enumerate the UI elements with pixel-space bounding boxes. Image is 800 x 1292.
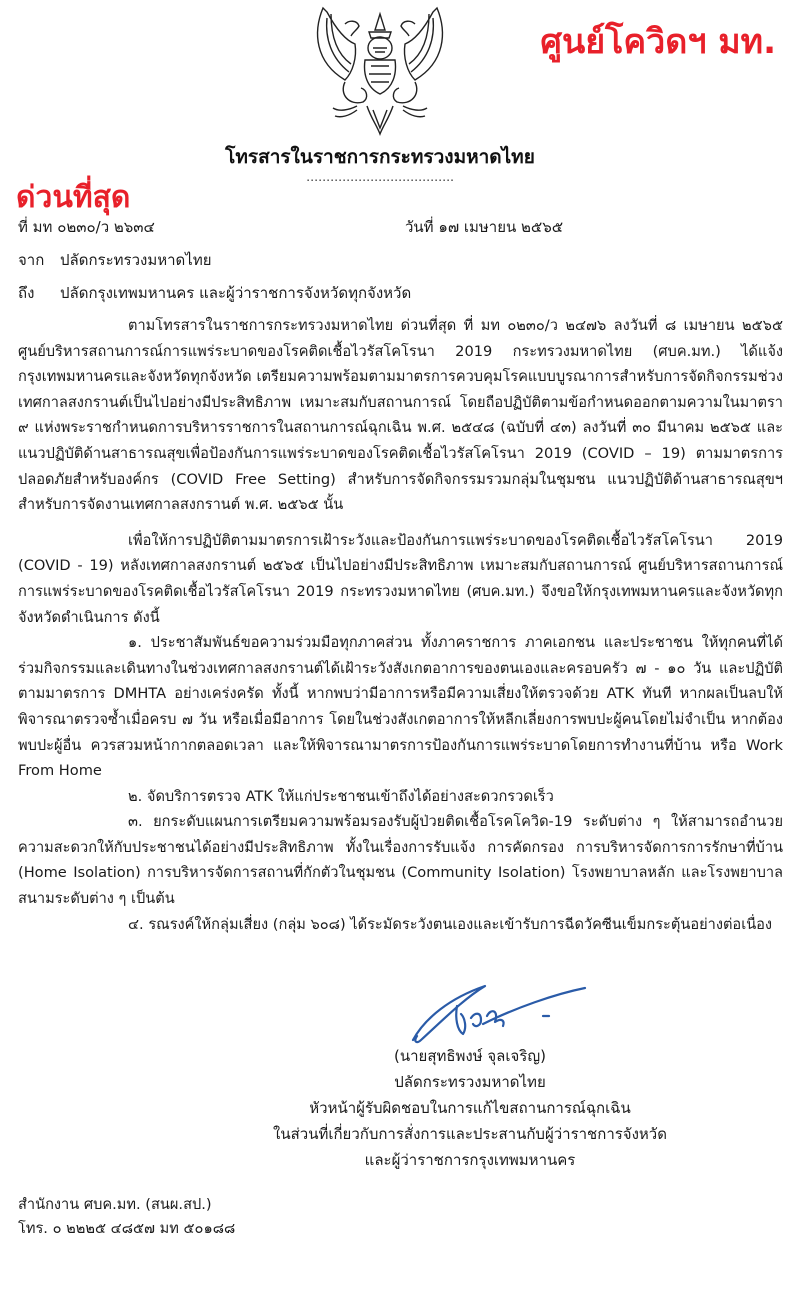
signatory-role-line-3: และผู้ว่าราชการกรุงเทพมหานคร [364,1151,576,1169]
from-label: จาก [18,251,45,269]
issuing-office: สำนักงาน ศบค.มท. (สนผ.สป.) [18,1196,212,1213]
to-value: ปลัดกรุงเทพมหานคร และผู้ว่าราชการจังหวัดทุกจังหวัด [60,284,412,302]
urgency-label: ด่วนที่สุด [16,180,131,215]
reference-number: ที่ มท ๐๒๓๐/ว ๒๖๓๔ [18,218,155,236]
signatory-role-line-2: ในส่วนที่เกี่ยวกับการสั่งการและประสานกับผู้ว่าราชการจังหวัด [273,1125,667,1143]
title-underline-dots: ………………………………. [306,170,454,184]
body-paragraph-2: เพื่อให้การปฏิบัติตามมาตรการเฝ้าระวังและป้องกันการแพร่ระบาดของโรคติดเชื้อไวรัสโคโรนา 2019 (COVID - 19) หลังเทศกาลสงกรานต์ ๒๕๖๕ เป็นไปอย่างมีประสิทธิภาพ เหมาะสมกับสถานการณ์ ศูนย์บริหารสถานการณ์การแพร่ระบาดของโรคติดเชื้อไวรัสโคโรนา 2019 กระทรวงมหาดไทย (ศบค.มท.) จึงขอให้กรุงเทพมหานครและจังหวัดทุกจังหวัดดำเนินการ ดังนี้ [18,531,783,626]
handwritten-signature-icon [395,968,595,1048]
body-item-4: ๔. รณรงค์ให้กลุ่มเสี่ยง (กลุ่ม ๖๐๘) ได้ระมัดระวังตนเองและเข้ารับการฉีดวัคซีนเข็มกระตุ้นอย่างต่อเนื่อง [128,915,773,933]
body-item-3: ๓. ยกระดับแผนการเตรียมความพร้อมรองรับผู้ป่วยติดเชื้อโรคโควิด-19 ระดับต่าง ๆ ให้สามารถอำนวยความสะดวกให้กับประชาชนได้อย่างมีประสิทธิภาพ ทั้งในเรื่องการรับแจ้ง การคัดกรอง การบริหารจัดการการรักษาที่บ้าน (Home Isolation) การบริหารจัดการสถานที่กักตัวในชุมชน (Community Isolation) โรงพยาบาลหลัก และโรงพยาบาลสนามระดับต่าง ๆ เป็นต้น [18,813,783,908]
document-body [18,313,783,937]
garuda-emblem-icon [305,2,455,137]
signatory-name: (นายสุทธิพงษ์ จุลเจริญ) [394,1047,546,1065]
document-title: โทรสารในราชการกระทรวงมหาดไทย [225,146,535,168]
body-item-1: ๑. ประชาสัมพันธ์ขอความร่วมมือทุกภาคส่วน ทั้งภาคราชการ ภาคเอกชน และประชาชน ให้ทุกคนที่ได้ร่วมกิจกรรมและเดินทางในช่วงเทศกาลสงกรานต์ได้เฝ้าระวังสังเกตอาการของตนเองและครอบครัว ๗ - ๑๐ วัน และปฏิบัติตามมาตรการ DMHTA อย่างเคร่งครัด ทั้งนี้ หากพบว่ามีอาการหรือมีความเสี่ยงให้ตรวจด้วย ATK ทันที หากผลเป็นลบให้พิจารณาตรวจซ้ำเมื่อครบ ๗ วัน หรือเมื่อมีอาการ โดยในช่วงสังเกตอาการให้หลีกเลี่ยงการพบปะผู้คนโดยไม่จำเป็น หากต้องพบปะผู้อื่น ควรสวมหน้ากากตลอดเวลา และให้พิจารณามาตรการป้องกันการแพร่ระบาดโดยการทำงานที่บ้าน หรือ Work From Home [18,634,783,780]
to-label: ถึง [18,284,35,302]
from-line [18,249,212,271]
signatory-block [190,1043,750,1173]
document-date: วันที่ ๑๗ เมษายน ๒๕๖๕ [405,218,564,236]
brand-stamp: ศูนย์โควิดฯ มท. [540,22,776,62]
to-line [18,282,411,304]
signatory-role-line-1: หัวหน้าผู้รับผิดชอบในการแก้ไขสถานการณ์ฉุกเฉิน [309,1099,631,1117]
from-value: ปลัดกระทรวงมหาดไทย [60,251,212,269]
body-item-2: ๒. จัดบริการตรวจ ATK ให้แก่ประชาชนเข้าถึงได้อย่างสะดวกรวดเร็ว [128,787,554,805]
contact-phone: โทร. ๐ ๒๒๒๕ ๔๘๕๗ มท ๕๐๑๘๘ [18,1220,236,1237]
signatory-position: ปลัดกระทรวงมหาดไทย [394,1073,546,1091]
footer-contact [18,1193,235,1241]
body-paragraph-1: ตามโทรสารในราชการกระทรวงมหาดไทย ด่วนที่สุด ที่ มท ๐๒๓๐/ว ๒๔๗๖ ลงวันที่ ๘ เมษายน ๒๕๖๕ ศูนย์บริหารสถานการณ์การแพร่ระบาดของโรคติดเชื้อไวรัสโคโรนา 2019 กระทรวงมหาดไทย (ศบค.มท.) ได้แจ้งกรุงเทพมหานครและจังหวัดทุกจังหวัด เตรียมความพร้อมตามมาตรการควบคุมโรคแบบบูรณาการสำหรับการจัดกิจกรรมช่วงเทศกาลสงกรานต์เป็นไปอย่างมีประสิทธิภาพ เหมาะสมกับสถานการณ์ โดยถือปฏิบัติตามข้อกำหนดออกตามความในมาตรา ๙ แห่งพระราชกำหนดการบริหารราชการในสถานการณ์ฉุกเฉิน พ.ศ. ๒๕๔๘ (ฉบับที่ ๔๓) ลงวันที่ ๓๐ มีนาคม ๒๕๖๕ และแนวปฏิบัติด้านสาธารณสุขเพื่อป้องกันการแพร่ระบาดของโรคติดเชื้อไวรัสโคโรนา 2019 (COVID – 19) ตามมาตรการปลอดภัยสำหรับองค์กร (COVID Free Setting) สำหรับการจัดกิจกรรมรวมกลุ่มในชุมชน แนวปฏิบัติด้านสาธารณสุขฯ สำหรับการจัดงานเทศกาลสงกรานต์ พ.ศ. ๒๕๖๕ นั้น [18,317,783,514]
